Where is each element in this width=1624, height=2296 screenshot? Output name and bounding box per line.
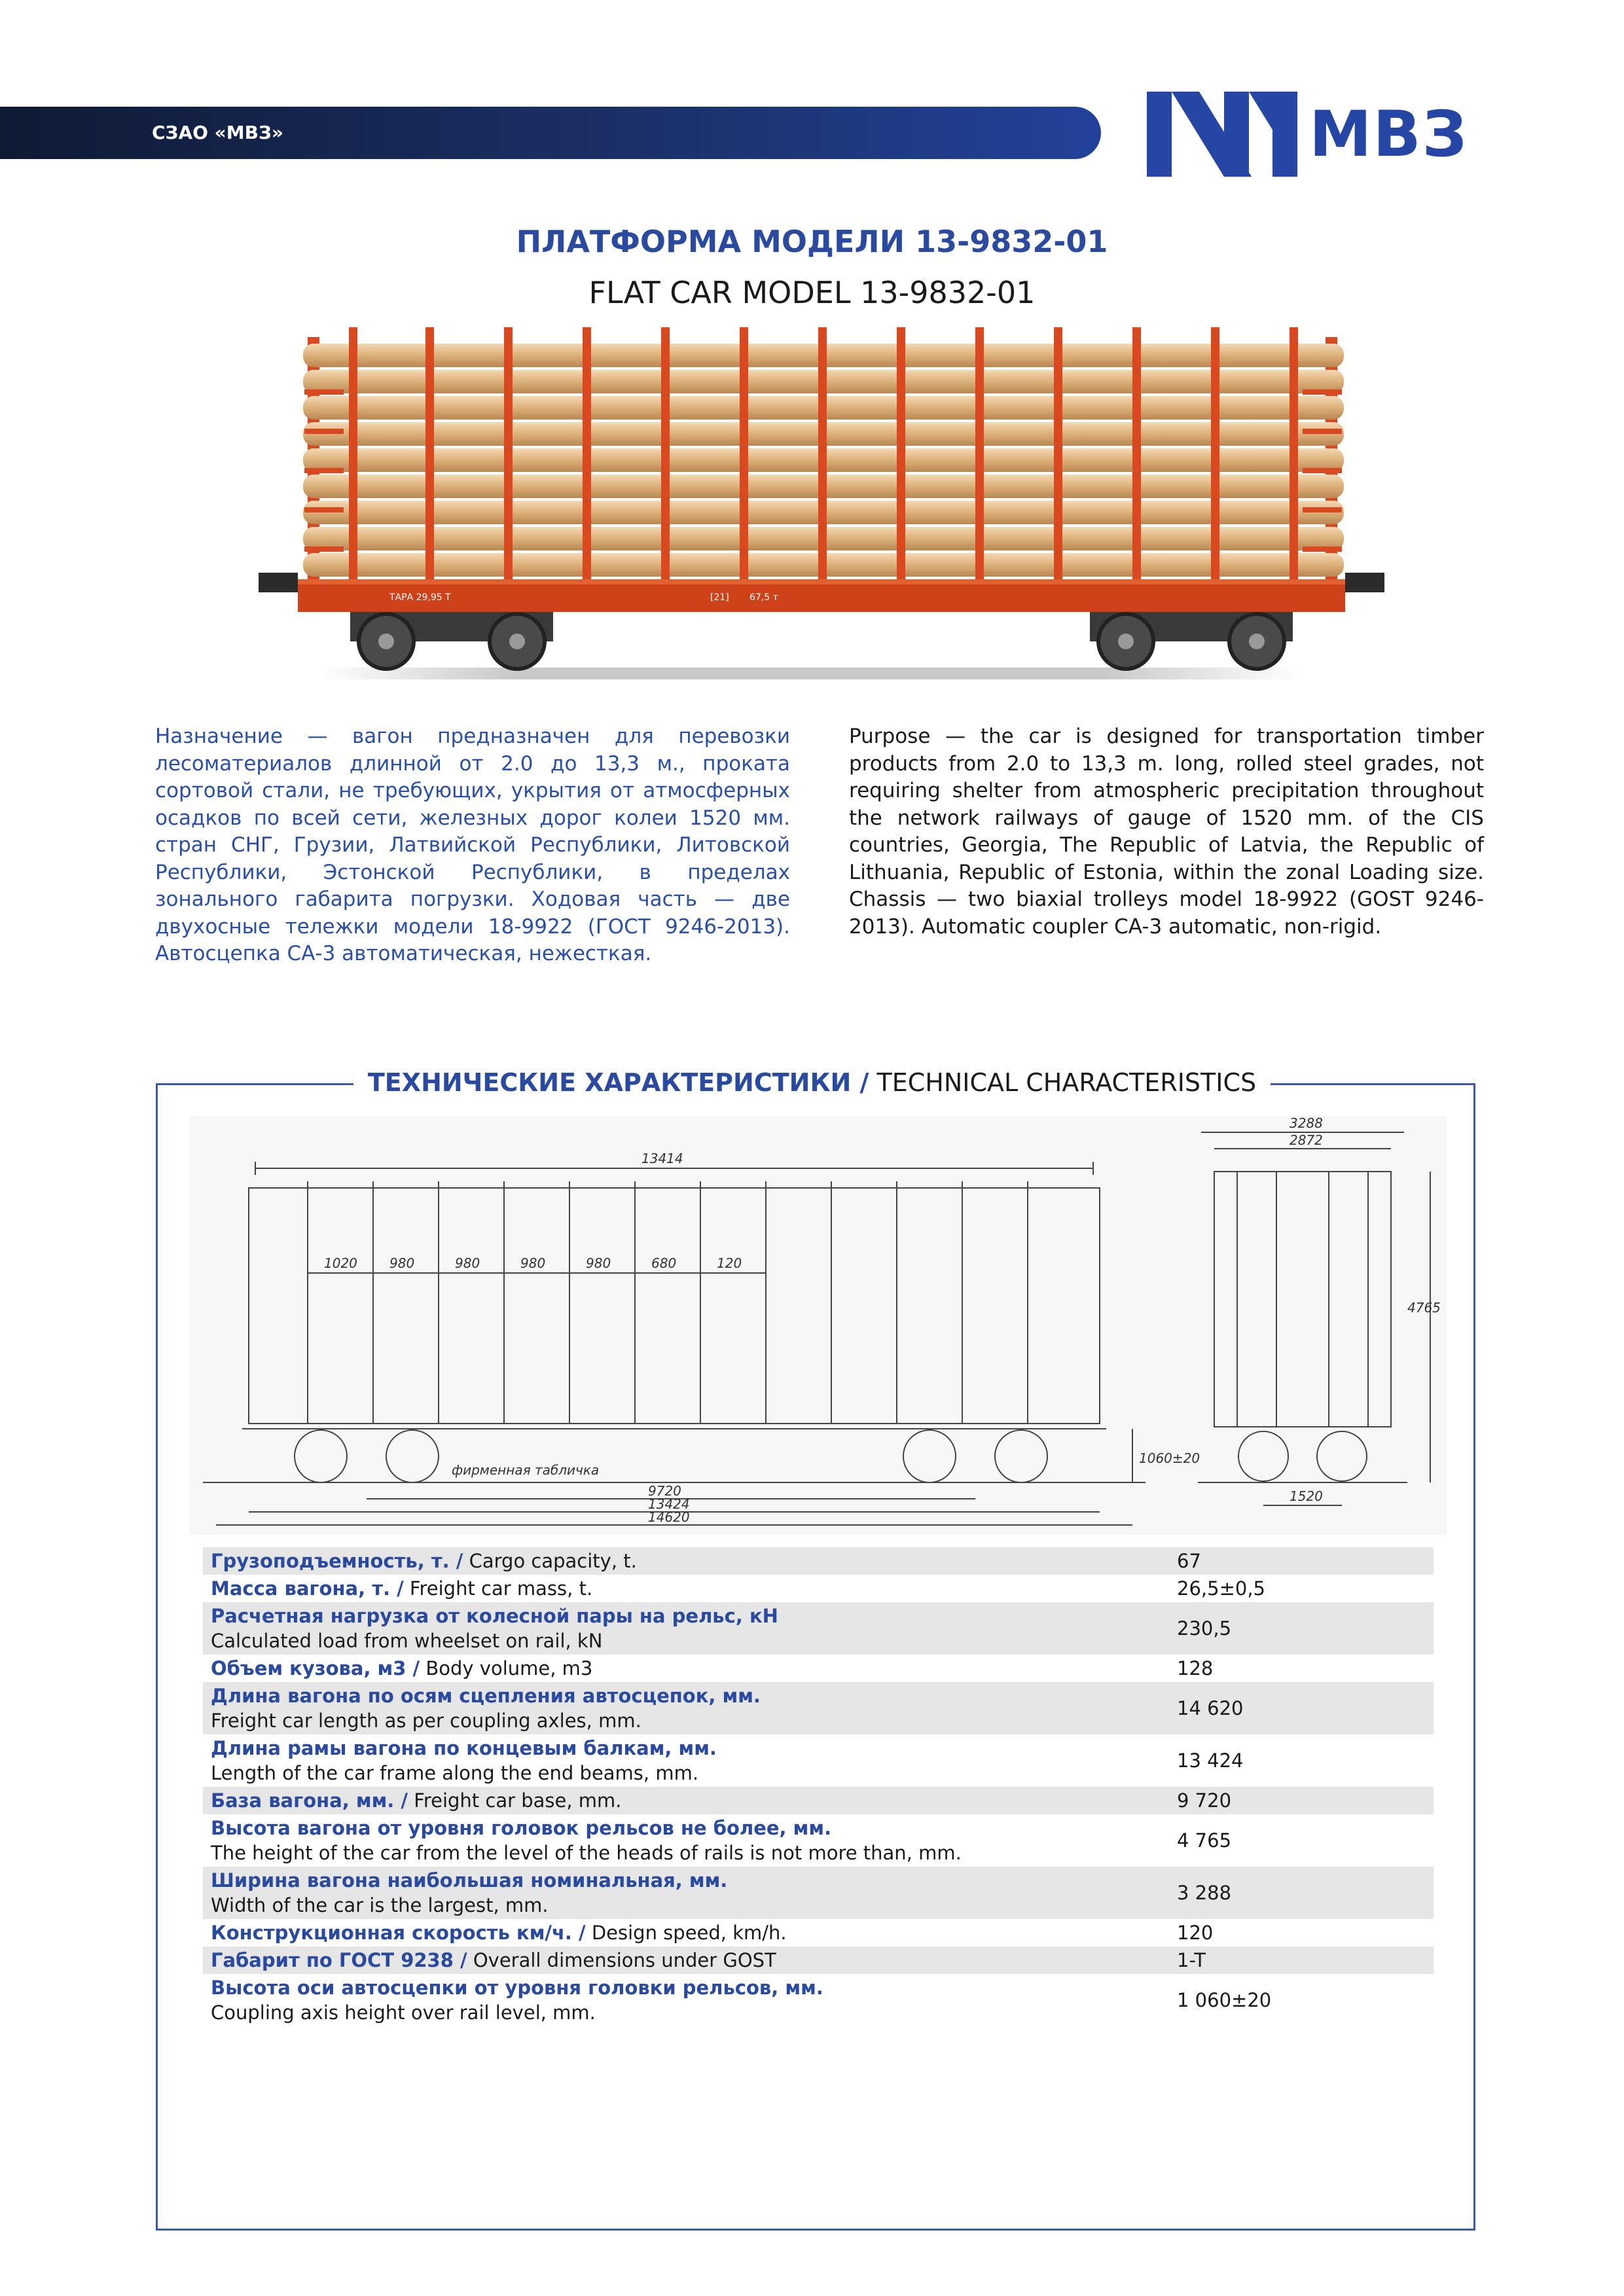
spec-label-en: The height of the car from the level of the heads of rails is not more than, mm. [211,1842,962,1864]
spec-label-ru: Высота оси автосцепки от уровня головки рельсов, мм. [211,1977,823,1999]
spec-value: 14 620 [1168,1682,1434,1734]
plate-label: фирменная табличка [452,1462,600,1478]
dim-end-height: 4765 [1407,1300,1441,1316]
title-ru: ПЛАТФОРМА МОДЕЛИ 13-9832-01 [516,224,1108,259]
bogie-right [1090,612,1293,669]
dim-top-length: 13414 [641,1151,683,1166]
spec-label [203,1655,1168,1682]
tech-heading-ru: ТЕХНИЧЕСКИЕ ХАРАКТЕРИСТИКИ / [367,1068,869,1097]
spec-row [203,1547,1434,1575]
spec-label-en: Width of the car is the largest, mm. [211,1894,549,1916]
tech-heading-en: TECHNICAL CHARACTERISTICS [876,1068,1257,1097]
spec-row [203,1946,1434,1974]
spec-label-ru: Длина вагона по осям сцепления автосцепок, мм. [211,1685,761,1707]
spec-label [203,1867,1168,1919]
spec-label-en: Length of the car frame along the end beams, mm. [211,1762,699,1784]
dim-frame: 13424 [648,1496,690,1512]
spec-value: 67 [1168,1547,1434,1575]
spec-label-en: Calculated load from wheelset on rail, kN [211,1630,603,1652]
spec-row [203,1867,1434,1919]
dim-spacing-1: 1020 [324,1255,357,1271]
spec-label-ru: Ширина вагона наибольшая номинальная, мм. [211,1869,728,1892]
spec-value: 1 060±20 [1177,1989,1272,2011]
spec-label-ru: Длина рамы вагона по концевым балкам, мм. [211,1737,717,1759]
spec-label [203,1734,1168,1787]
spec-label-ru: Конструкционная скорость км/ч. / [211,1922,586,1944]
spec-label-en: Design speed, km/h. [591,1922,787,1944]
spec-label [203,1814,1168,1867]
spec-row [203,1974,1434,2026]
spec-value: 13 424 [1177,1749,1244,1772]
dim-spacing-4: 980 [520,1255,546,1271]
spec-label [203,1787,1168,1814]
spec-value: 4 765 [1177,1829,1232,1852]
dim-spacing-3: 980 [455,1255,480,1271]
company-label: СЗАО «МВЗ» [152,122,283,143]
purpose-text-en: Purpose — the car is designed for transportation timber products from 2.0 to 13,3 m. long, rolled steel grades, not requiring shelter from atmospheric precipitation throughout the network railways of gauge of 1520 mm. of the CIS countries, Georgia, The Republic of Latvia, the Republic of Lithuania, Republic of Estonia, within the zonal Loading size. Chassis — two biaxial trolleys model 18-9922 (GOST 9246-2013). Automatic coupler CA-3 automatic, non-rigid. [849,725,1484,939]
spec-row [203,1919,1434,1946]
spec-table [203,1547,1434,2026]
spec-row [203,1602,1434,1655]
spec-row [203,1734,1434,1787]
logo-text: МВЗ [1309,98,1468,171]
tare-marking: ТАРА 29,95 Т [389,592,451,603]
purpose-text-ru: Назначение — вагон предназначен для перевозки лесоматериалов длинной от 2.0 до 13,3 м., проката сортовой стали, не требующих, укрытия от атмосферных осадков по всей сети, железных дорог колеи 1520 мм. стран СНГ, Грузии, Латвийской Республики, Литовской Республики, Эстонской Республики, в пределах зонального габарита погрузки. Ходовая часть — две двухосные тележки модели 18-9922 (ГОСТ 9246-2013). Автосцепка СА-3 автоматическая, нежесткая. [155,725,790,965]
dim-total: 14620 [648,1509,690,1525]
spec-value: 1-T [1168,1946,1434,1974]
spec-label [203,1602,1168,1655]
spec-value: 3 288 [1168,1867,1434,1919]
dim-end-width-inner: 2872 [1290,1132,1323,1148]
spec-label-ru: Масса вагона, т. / [211,1577,404,1600]
spec-label-en: Body volume, m3 [425,1657,593,1679]
spec-label [203,1946,1168,1974]
wagon-illustration [239,314,1384,707]
spec-label-en: Freight car length as per coupling axles, mm. [211,1710,641,1732]
spec-value: 230,5 [1168,1602,1434,1655]
spec-label-ru: Расчетная нагрузка от колесной пары на рельс, кН [211,1605,778,1627]
spec-label-ru: Объем кузова, м3 / [211,1657,420,1679]
dim-spacing-6: 680 [651,1255,677,1271]
spec-value: 120 [1177,1922,1214,1944]
spec-row [203,1682,1434,1734]
technical-drawing [190,1116,1447,1535]
spec-value: 128 [1177,1657,1214,1679]
spec-label-ru: Грузоподъемность, т. / [211,1550,463,1572]
dim-coupler-height: 1060±20 [1139,1450,1200,1466]
dim-spacing-2: 980 [389,1255,415,1271]
dim-spacing-5: 980 [586,1255,611,1271]
spec-label-en: Coupling axis height over rail level, mm. [211,2001,596,2024]
spec-value: 9 720 [1168,1787,1434,1814]
spec-label [203,1974,1168,2026]
spec-label-en: Cargo capacity, t. [469,1550,637,1572]
dim-gauge: 1520 [1290,1488,1323,1504]
mvz-logo-icon [1147,92,1297,177]
dim-base: 9720 [648,1483,681,1499]
tech-heading [0,1065,1624,1100]
spec-row [203,1575,1434,1602]
spec-label-ru: Габарит по ГОСТ 9238 / [211,1949,467,1971]
spec-label-ru: База вагона, мм. / [211,1789,408,1812]
bogie-left [350,612,553,669]
spec-value: 26,5±0,5 [1177,1577,1265,1600]
spec-row [203,1787,1434,1814]
spec-label [203,1547,1168,1575]
spec-label [203,1575,1168,1602]
spec-label [203,1919,1168,1946]
dim-spacing-7: 120 [717,1255,742,1271]
spec-row [203,1655,1434,1682]
spec-label-en: Freight car base, mm. [414,1789,622,1812]
spec-row [203,1814,1434,1867]
dim-end-width-top: 3288 [1290,1116,1323,1131]
spec-label-en: Overall dimensions under GOST [473,1949,776,1971]
spec-label [203,1682,1168,1734]
spec-label-ru: Высота вагона от уровня головок рельсов не более, мм. [211,1817,832,1839]
load-marking: 67,5 т [749,592,778,603]
spec-label-en: Freight car mass, t. [409,1577,593,1600]
code-marking: [21] [710,592,729,603]
title-en: FLAT CAR MODEL 13-9832-01 [588,275,1036,310]
